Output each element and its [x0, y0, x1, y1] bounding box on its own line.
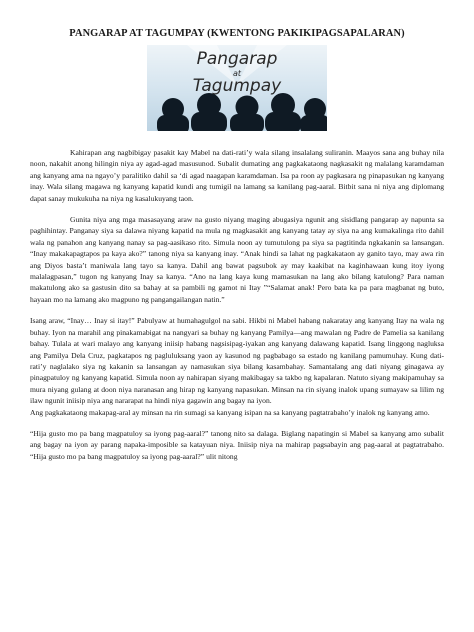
- document-title: PANGARAP AT TAGUMPAY (KWENTONG PAKIKIPAGSAPALARAN): [69, 28, 405, 39]
- banner-word-pangarap: Pangarap: [196, 49, 278, 69]
- paragraph-3: Isang araw, “Inay… Inay si itay!” Pabulyaw at humahagulgol na sabi. Hikbi ni Mabel habang nakaratay ang kanyang Itay na wala ng buhay. Iyon na marahil ang pinakamabigat na nangyari sa buhay ng kanyang Pamilya—ang mawalan ng Padre de Pamelia sa kanilang bahay. Tulala at wari malayo ang kanyang iniisip habang nagsisipag-iyakan ang kanyang dalawang kapatid. Isang linggong nagluksa ang Pamilya Dela Cruz, pagkatapos ng pagluluksang yaon ay kasunod ng pagbabago sa estado ng kanilang pamumuhay. Kung dati-rati’y naglalako siya ng kakanin sa lansangan ay namasukan siya bilang kasambahay. Samantalang ang dati niyang ginagawa ay pinagpatuloy ng kanyang kapatid. Simula noon ay nahirapan siyang makibagay sa takbo ng kapalaran. Natuto siyang makipamuhay sa mura niyang gulang at doon niya naranasan ang hirap ng kanyang napasukan. Minsan na rin siyang inalok upang sumayaw sa lilim ng ilaw ngunit iniisip niya ang nararapat na hindi niya gagawin ang bagay na iyon.: [30, 316, 444, 406]
- banner-word-at: at: [232, 69, 242, 78]
- title-banner-image: [147, 45, 327, 131]
- paragraph-5: “Hija gusto mo pa bang magpatuloy sa iyong pag-aaral?” tanong nito sa dalaga. Biglang napatingin si Mabel sa kanyang amo subalit ang bagay na iyon ay parang napaka-imposible sa katayuan niya. Iniisip niya na mahirap pagsabayin ang pag-aaral at pagtatrabaho. “Hija gusto mo pa bang magpatuloy sa iyong pag-aaral?” ulit nitong: [30, 428, 444, 461]
- paragraph-1: Kahirapan ang nagbibigay pasakit kay Mabel na dati-rati’y wala silang insalalang suliranin. Maayos sana ang buhay nila noon, nakahit anong hilingin niya ay agad-agad masusunod. Subalit dumating ang pagkakataong nagkasakit ng malalang karamdaman ang kanyang ama na ngayo’y paralitiko dahil sa ‘di agad naagapan karamdaman. Isa pa roon ay pagkasara ng pinapasukan ng kanyang inay. Wala silang magawa ng kanyang kapatid kundi ang tumigil na lamang sa kanilang pag-aaral. Bitbit sana ni niya ang diplomang dapat sanay mukukuha na niya ng kasalukuyang taon.: [30, 148, 444, 203]
- banner-word-tagumpay: Tagumpay: [192, 76, 282, 96]
- paragraph-2: Gunita niya ang mga masasayang araw na gusto niyang maging abugasiya ngunit ang sisidlang pangarap ay napunta sa paghihintay. Panganay siya sa dalawa niyang kapatid na mula ng magkasakit ang kanyang tatay ay siya na ang kumakalinga rito dahil wala ng panahon ang kanyang nanay sa pag-aasikaso rito. Simula noon ay tumutulong pa siya sa pagtitinda ngkakanin sa lansangan. “Inay makakapagtapos pa kaya ako?” tanong niya sa kanyang inay. “Anak hindi sa lahat ng pagkakataon ay ganito tayo, may awa rin ang Diyos basta’t maniwala lang tayo sa kanya. Dahil ang bawat pagsubok ay may kaakibat na kaginhawaan kung itoy iyong malalagpasan,” tugon ng kanyang Inay sa kanya. “Ano na lang kaya kung mamasukan na lang ako bilang katulong? Para naman makatulong ako sa gastusin dito sa bahay at sa pambili ng gamot ni Itay ”“Salamat anak! Pero bata ka pa para magbanat ng buto, hayaan mo na lamang ako magpuno ng pangangailangan natin.”: [30, 215, 444, 304]
- paragraph-4: Ang pagkakataong makapag-aral ay minsan na rin sumagi sa kanyang isipan na sa kanyang pagtatrabaho’y inalok ng kanyang amo.: [30, 407, 430, 417]
